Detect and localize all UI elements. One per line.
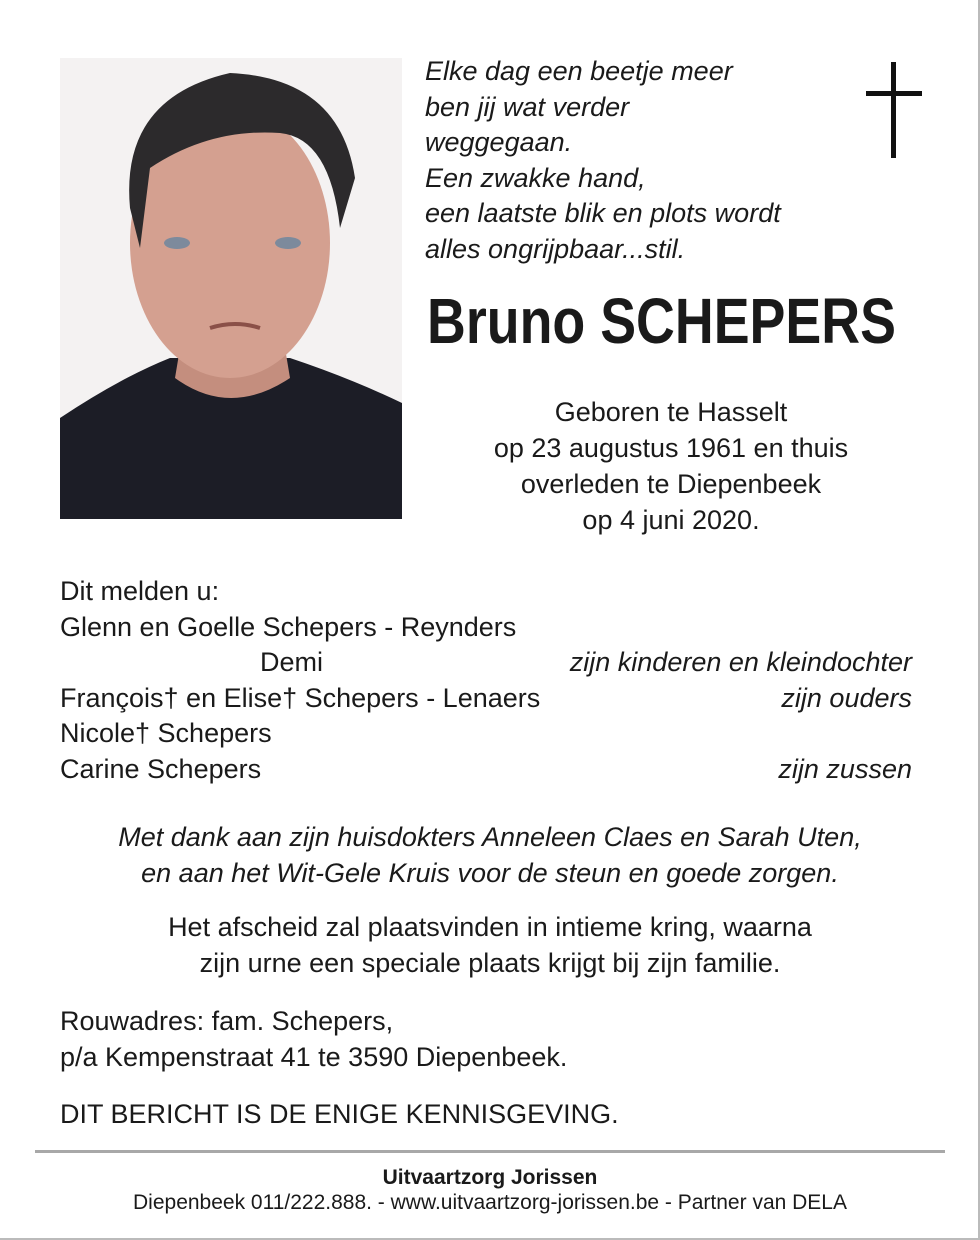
deceased-name: Bruno SCHEPERS — [427, 285, 896, 357]
family-member: Glenn en Goelle Schepers - Reynders — [60, 611, 517, 642]
poem-line: weggegaan. — [425, 127, 573, 157]
family-member: Carine Schepers — [60, 753, 262, 784]
funeral-text — [40, 910, 940, 981]
address-line: p/a Kempenstraat 41 te 3590 Diepenbeek. — [60, 1041, 568, 1072]
thanks-line: en aan het Wit-Gele Kruis voor de steun en goede zorgen. — [141, 857, 839, 888]
birth-death-info — [440, 394, 902, 538]
family-row — [60, 752, 912, 788]
family-list — [60, 574, 912, 787]
poem-line: Een zwakke hand, — [425, 162, 646, 193]
birth-line: op 23 augustus 1961 en thuis — [493, 433, 849, 463]
birth-line: overleden te Diepenbeek — [520, 469, 822, 499]
family-row — [60, 645, 912, 681]
funeral-home-name: Uitvaartzorg Jorissen — [382, 1166, 598, 1189]
family-row — [60, 716, 912, 752]
funeral-home-details: Diepenbeek 011/222.888. - www.uitvaartzorg-jorissen.be - Partner van DELA — [133, 1191, 847, 1214]
family-intro: Dit melden u: — [60, 576, 220, 606]
birth-line: Geboren te Hasselt — [554, 397, 788, 427]
family-member: Nicole† Schepers — [60, 718, 272, 748]
poem-line: ben jij wat verder — [425, 91, 630, 122]
poem — [425, 54, 781, 267]
relation-label: zijn ouders — [781, 682, 912, 713]
portrait-photo — [60, 58, 402, 519]
family-row — [60, 681, 912, 717]
mourning-address — [60, 1004, 567, 1075]
family-row — [60, 610, 912, 646]
thanks-text — [40, 820, 940, 891]
funeral-line: Het afscheid zal plaatsvinden in intieme kring, waarna — [168, 912, 812, 942]
family-member: Demi — [260, 647, 324, 677]
cross-icon — [866, 62, 922, 158]
poem-line: een laatste blik en plots wordt — [425, 198, 781, 228]
notice-text: DIT BERICHT IS DE ENIGE KENNISGEVING. — [60, 1099, 619, 1129]
address-line: Rouwadres: fam. Schepers, — [60, 1006, 394, 1036]
relation-label: zijn kinderen en kleindochter — [569, 647, 912, 677]
poem-line: alles ongrijpbaar...stil. — [425, 233, 686, 264]
divider — [35, 1150, 945, 1153]
funeral-line: zijn urne een speciale plaats krijgt bij zijn familie. — [199, 947, 781, 978]
relation-label: zijn zussen — [778, 753, 912, 784]
poem-line: Elke dag een beetje meer — [425, 56, 733, 86]
thanks-line: Met dank aan zijn huisdokters Anneleen Claes en Sarah Uten, — [118, 822, 862, 852]
birth-line: op 4 juni 2020. — [582, 505, 760, 535]
family-member: François† en Elise† Schepers - Lenaers — [60, 682, 541, 713]
